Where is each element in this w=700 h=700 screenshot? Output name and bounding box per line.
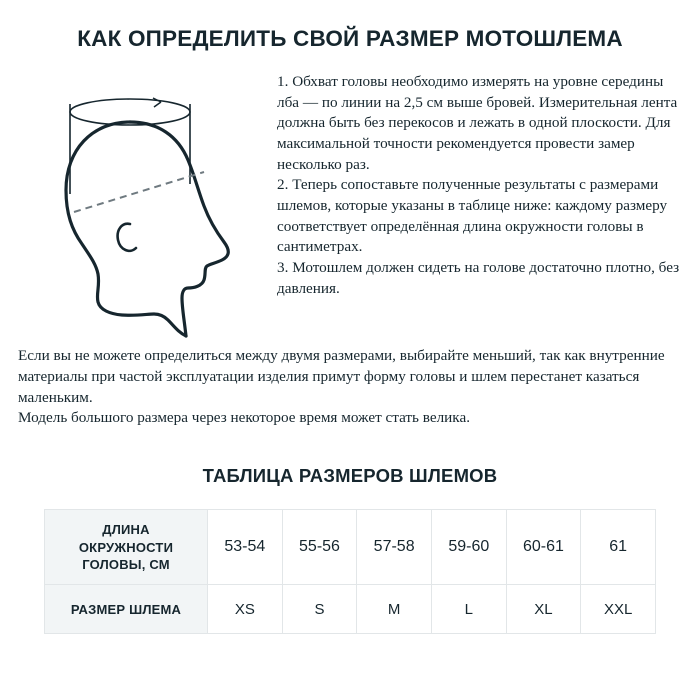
table-title: ТАБЛИЦА РАЗМЕРОВ ШЛЕМОВ xyxy=(202,465,498,487)
size-table-wrapper xyxy=(44,509,656,634)
note-paragraph-2: Модель большого размера через некоторое время может стать велика. xyxy=(18,409,470,427)
row-header-line: РАЗМЕР ШЛЕМА xyxy=(70,601,182,617)
row-header-helmet-size xyxy=(45,585,208,634)
head-back-outline xyxy=(66,122,186,336)
intro-paragraph-2: 2. Теперь сопоставьте полученные результаты с размерами шлемов, которые указаны в таблице ниже: каждому размеру соответствует определённая длина окружности головы в сантиметрах. xyxy=(277,176,668,256)
note-paragraph-1: Если вы не можете определиться между двумя размерами, выбирайте меньший, так как внутренние материалы при частой эксплуатации изделия примут форму головы и шлем перестанет казаться маленьким. xyxy=(18,347,665,406)
head-face-outline xyxy=(130,122,228,336)
cell-size-6: XXL xyxy=(581,585,656,634)
additional-notes xyxy=(0,346,700,429)
row-header-line: ДЛИНА xyxy=(102,521,150,537)
intro-text-block xyxy=(273,64,682,299)
cell-circumference-3: 57-58 xyxy=(357,510,432,585)
cell-size-3: M xyxy=(357,585,432,634)
intro-paragraph-1: 1. Обхват головы необходимо измерять на уровне середины лба — по линии на 2,5 см выше бровей. Измерительная лента должна быть без перекосов и лежать в одной плоскости. Для максимальной точности рекомендуется провести замер несколько раз. xyxy=(277,73,678,173)
row-header-line: ГОЛОВЫ, СМ xyxy=(82,557,170,573)
measurement-dashed-line xyxy=(74,172,204,212)
size-table xyxy=(44,509,656,634)
head-diagram-svg xyxy=(18,64,273,354)
cell-circumference-1: 53-54 xyxy=(208,510,283,585)
row-header-circumference xyxy=(45,510,208,585)
cell-circumference-6: 61 xyxy=(581,510,656,585)
intro-paragraph-3: 3. Мотошлем должен сидеть на голове достаточно плотно, без давления. xyxy=(277,259,680,297)
cell-circumference-2: 55-56 xyxy=(282,510,357,585)
table-row xyxy=(45,510,656,585)
row-header-line: ОКРУЖНОСТИ xyxy=(78,539,174,555)
cell-size-5: XL xyxy=(506,585,581,634)
ear-outline xyxy=(118,224,136,251)
head-measurement-diagram xyxy=(18,64,273,344)
page-title: КАК ОПРЕДЕЛИТЬ СВОЙ РАЗМЕР МОТОШЛЕМА xyxy=(77,26,623,51)
tape-arrow xyxy=(153,98,161,107)
cell-circumference-4: 59-60 xyxy=(431,510,506,585)
table-row xyxy=(45,585,656,634)
cell-size-1: XS xyxy=(208,585,283,634)
top-section xyxy=(0,52,700,344)
cell-circumference-5: 60-61 xyxy=(506,510,581,585)
cell-size-4: L xyxy=(431,585,506,634)
cell-size-2: S xyxy=(282,585,357,634)
